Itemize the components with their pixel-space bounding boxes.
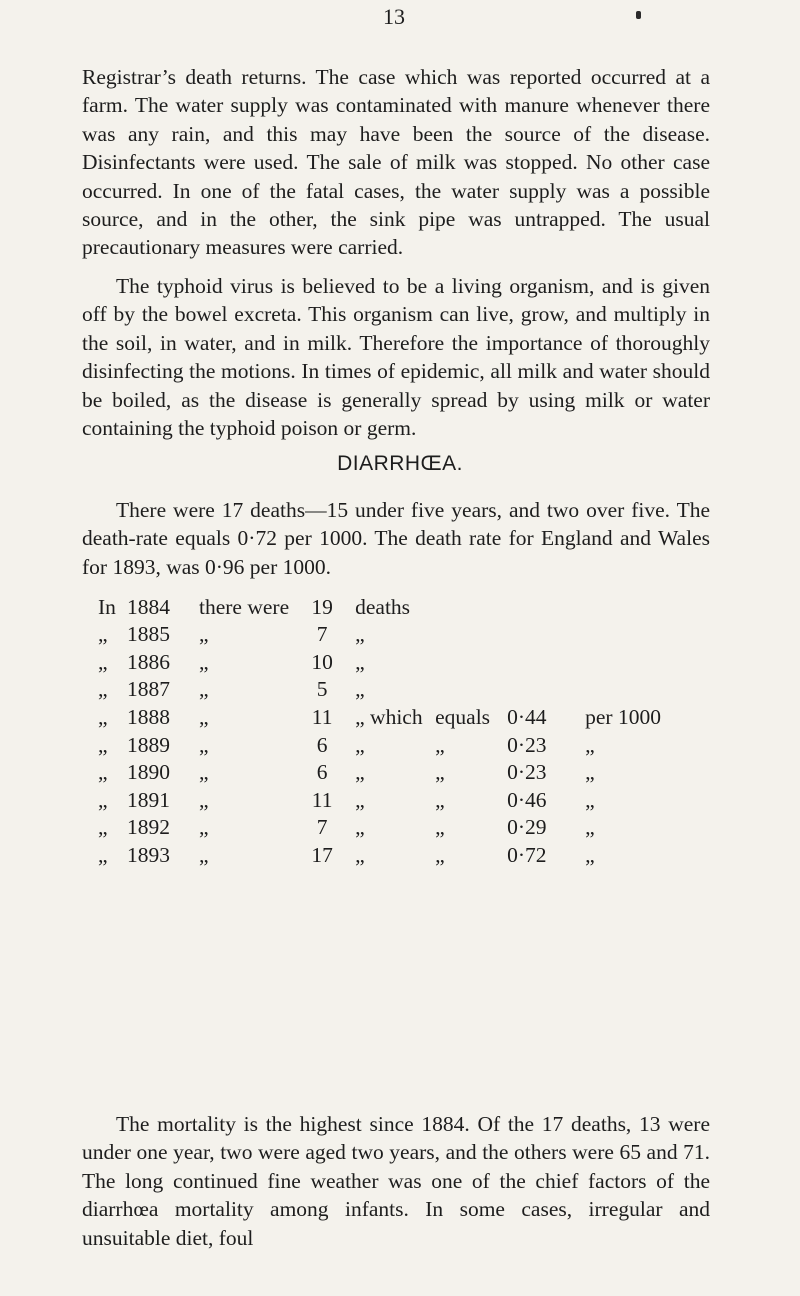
- cell-year: 1884: [127, 594, 170, 619]
- cell-year: 1893: [127, 842, 170, 867]
- cell-rate: [507, 647, 585, 675]
- cell-what: „: [355, 842, 365, 867]
- cell-there: „: [199, 732, 209, 757]
- cell-pre: „: [98, 842, 108, 867]
- cell-num: 5: [316, 677, 328, 702]
- paragraph-typhoid-virus: The typhoid virus is believed to be a living organism, and is given off by the bowel excreta. This organism can live, grow, and multiply in the soil, in water, and in milk. Therefore the importance of thoroughly disinfecting the motions. In times of epidemic, all milk and water should be boiled, as the disease is generally spread by using milk or water containing the typhoid poison or germ.: [82, 274, 710, 441]
- cell-year: 1890: [127, 760, 170, 785]
- table-row: [98, 840, 661, 868]
- cell-year: 1888: [127, 704, 170, 729]
- cell-eq: [435, 647, 507, 675]
- cell-num: 11: [311, 704, 333, 729]
- cell-what: „: [355, 622, 365, 647]
- cell-rate: [507, 675, 585, 703]
- ink-mark: [636, 11, 641, 19]
- page-number: 13: [383, 4, 405, 29]
- cell-rate: 0·29: [507, 815, 547, 840]
- cell-per: per 1000: [585, 704, 661, 729]
- cell-eq: [435, 675, 507, 703]
- cell-what: „: [355, 760, 365, 785]
- table-row: [98, 785, 661, 813]
- cell-there: „: [199, 815, 209, 840]
- cell-there: „: [199, 649, 209, 674]
- cell-num: 17: [311, 842, 333, 867]
- cell-what: „: [355, 732, 365, 757]
- cell-year: 1885: [127, 622, 170, 647]
- cell-eq: „: [435, 760, 445, 785]
- cell-num: 10: [311, 649, 333, 674]
- cell-rate: 0·72: [507, 842, 547, 867]
- cell-pre: In: [98, 594, 116, 619]
- cell-rate: 0·23: [507, 732, 547, 757]
- deaths-by-year-table: [98, 592, 661, 868]
- cell-eq: „: [435, 815, 445, 840]
- cell-per: [585, 620, 661, 648]
- cell-eq: equals: [435, 704, 491, 729]
- table-row: [98, 592, 661, 620]
- cell-pre: „: [98, 760, 108, 785]
- table-row: [98, 620, 661, 648]
- cell-num: 6: [316, 760, 328, 785]
- paragraph-diarrhoea-deaths: There were 17 deaths—15 under five years, and two over five. The death-rate equals 0·72 per 1000. The death rate for England and Wales for 1893, was 0·96 per 1000.: [82, 498, 710, 579]
- cell-year: 1889: [127, 732, 170, 757]
- cell-pre: „: [98, 622, 108, 647]
- cell-there: „: [199, 622, 209, 647]
- cell-eq: „: [435, 732, 445, 757]
- cell-what: deaths: [355, 594, 411, 619]
- cell-there: „: [199, 787, 209, 812]
- table-row: [98, 813, 661, 841]
- cell-what: „: [355, 815, 365, 840]
- cell-there: „: [199, 677, 209, 702]
- paragraph-typhoid-case: Registrar’s death returns. The case which was reported occurred at a farm. The water supply was contaminated with manure whenever there was any rain, and this may have been the source of the disease. Disinfectants were used. The sale of milk was stopped. No other case occurred. In one of the fatal cases, the water supply was a possible source, and in the other, the sink pipe was untrapped. The usual precautionary measures were carried.: [82, 65, 710, 260]
- cell-per: [585, 647, 661, 675]
- cell-pre: „: [98, 677, 108, 702]
- cell-num: 7: [316, 815, 328, 840]
- cell-what: „: [355, 649, 365, 674]
- cell-per: „: [585, 732, 595, 757]
- cell-there: „: [199, 760, 209, 785]
- cell-rate: [507, 620, 585, 648]
- cell-rate: 0·46: [507, 787, 547, 812]
- cell-there: there were: [199, 594, 290, 619]
- table-row: [98, 647, 661, 675]
- cell-year: 1887: [127, 677, 170, 702]
- cell-pre: „: [98, 732, 108, 757]
- cell-pre: „: [98, 649, 108, 674]
- cell-rate: 0·44: [507, 704, 547, 729]
- cell-per: [585, 592, 661, 620]
- table-row: [98, 702, 661, 730]
- table-row: [98, 758, 661, 786]
- cell-what: „ which: [355, 704, 423, 729]
- cell-per: „: [585, 815, 595, 840]
- paragraph-mortality: The mortality is the highest since 1884. Of the 17 deaths, 13 were under one year, two were aged two years, and the others were 65 and 71. The long continued fine weather was one of the chief factors of the diarrhœa mortality among infants. In some cases, irregular and unsuitable diet, foul: [82, 1112, 710, 1250]
- cell-per: „: [585, 760, 595, 785]
- cell-year: 1886: [127, 649, 170, 674]
- cell-pre: „: [98, 704, 108, 729]
- cell-year: 1891: [127, 787, 170, 812]
- cell-rate: [507, 592, 585, 620]
- cell-eq: [435, 592, 507, 620]
- cell-per: „: [585, 787, 595, 812]
- table-row: [98, 675, 661, 703]
- cell-rate: 0·23: [507, 760, 547, 785]
- table-row: [98, 730, 661, 758]
- cell-pre: „: [98, 815, 108, 840]
- cell-what: „: [355, 677, 365, 702]
- cell-there: „: [199, 842, 209, 867]
- cell-per: [585, 675, 661, 703]
- cell-per: „: [585, 842, 595, 867]
- cell-num: 11: [311, 787, 333, 812]
- cell-eq: [435, 620, 507, 648]
- cell-pre: „: [98, 787, 108, 812]
- cell-eq: „: [435, 842, 445, 867]
- cell-num: 6: [316, 732, 328, 757]
- section-heading: DIARRHŒA.: [337, 452, 463, 475]
- cell-eq: „: [435, 787, 445, 812]
- cell-num: 7: [316, 622, 328, 647]
- cell-year: 1892: [127, 815, 170, 840]
- cell-what: „: [355, 787, 365, 812]
- cell-num: 19: [311, 594, 333, 619]
- cell-there: „: [199, 704, 209, 729]
